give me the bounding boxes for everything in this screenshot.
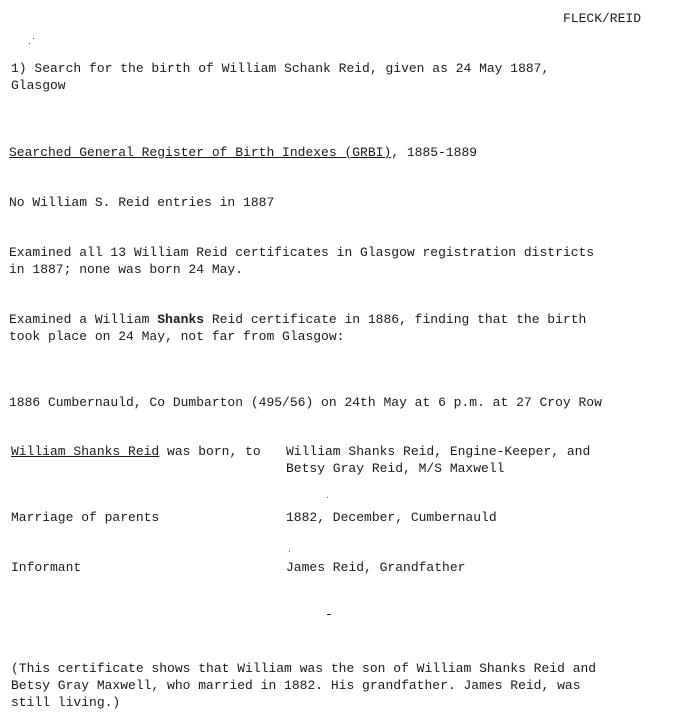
no-entries-text: No William S. Reid entries in 1887 bbox=[9, 195, 275, 210]
examined-shanks-prefix: Examined a William bbox=[9, 312, 158, 327]
informant-value: James Reid, Grandfather bbox=[286, 560, 466, 575]
searched-heading-underlined: Searched General Register of Birth Indexes (GRBI) bbox=[9, 145, 392, 160]
marriage-value: 1882, December, Cumbernauld bbox=[286, 510, 497, 525]
parents-line1: William Shanks Reid, Engine-Keeper, and bbox=[286, 444, 591, 459]
birth-record-line: 1886 Cumbernauld, Co Dumbarton (495/56) on 24th May at 6 p.m. at 27 Croy Row bbox=[9, 395, 602, 410]
note-line1: (This certificate shows that William was the son of William Shanks Reid and bbox=[11, 661, 597, 676]
note-line2: Betsy Gray Maxwell, who married in 1882. His grandfather. James Reid, was bbox=[11, 678, 581, 693]
item1-line2: Glasgow bbox=[11, 78, 66, 93]
note-line3: still living.) bbox=[11, 695, 121, 710]
section-divider: - bbox=[325, 607, 333, 622]
examined-all-line1: Examined all 13 William Reid certificates in Glasgow registration districts bbox=[9, 245, 595, 260]
born-to-text: was born, to bbox=[159, 444, 269, 459]
informant-label: Informant bbox=[11, 560, 82, 575]
marriage-label: Marriage of parents bbox=[11, 510, 160, 525]
examined-all-line2: in 1887; none was born 24 May. bbox=[9, 262, 244, 277]
scan-speck bbox=[327, 497, 328, 498]
examined-shanks-line1 bbox=[9, 311, 586, 328]
birth-statement bbox=[11, 443, 268, 460]
searched-heading bbox=[9, 144, 477, 161]
examined-shanks-line2: took place on 24 May, not far from Glasgow: bbox=[9, 329, 345, 344]
examined-shanks-bold: Shanks bbox=[157, 312, 205, 327]
examined-shanks-suffix: Reid certificate in 1886, finding that the birth bbox=[204, 312, 587, 327]
item1-line1: 1) Search for the birth of William Schank Reid, given as 24 May 1887, bbox=[11, 61, 550, 76]
scan-speck bbox=[33, 38, 34, 39]
searched-heading-years: , 1885-1889 bbox=[391, 145, 478, 160]
parents-line2: Betsy Gray Reid, M/S Maxwell bbox=[286, 461, 505, 476]
child-name: William Shanks Reid bbox=[11, 444, 160, 459]
file-reference: FLECK/REID bbox=[563, 11, 642, 26]
scan-speck bbox=[289, 551, 290, 552]
scan-speck bbox=[29, 43, 30, 44]
